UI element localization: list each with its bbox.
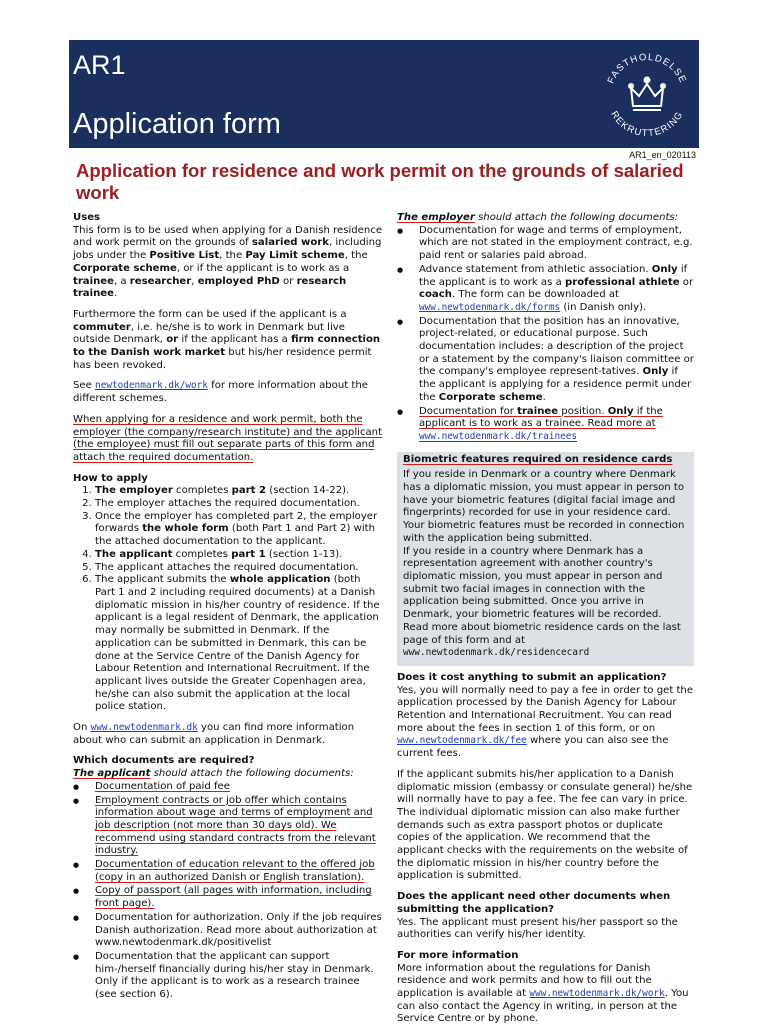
employer-docs-intro: The employer should attach the following documents: [397,212,679,223]
right-column [397,212,694,1034]
list-item: ● Documentation that the applicant can support him-/herself financially during his/her stay in Denmark. Only if the applicant is to work as a research trainee (see section 6). [95,951,383,1002]
residencecard-url: www.newtodenmark.dk/residencecard [403,647,590,659]
applicant-docs-list [73,781,383,1002]
see-paragraph: See newtodenmark.dk/work for more information about the different schemes. [73,380,368,405]
header-banner [69,40,699,148]
list-item: ● Documentation of paid fee [95,781,383,794]
list-item: ● Documentation for trainee position. Only if the applicant is to work as a trainee. Read more at www.newtodenmark.dk/trainees [419,406,694,444]
list-item: 3. Once the employer has completed part 2, the employer forwards the whole form (both Part 1 and Part 2) with the attached documentation to the applicant. [95,511,383,549]
left-column [73,212,383,1010]
biometric-info-box [397,452,694,666]
page-title: Application for residence and work permit on the grounds of salaried work [76,160,684,203]
forms-link[interactable]: www.newtodenmark.dk/forms [419,301,561,313]
newtodenmark-link[interactable]: www.newtodenmark.dk [90,722,198,734]
more-work-link[interactable]: www.newtodenmark.dk/work [529,988,665,1000]
list-item: ● Documentation for authorization. Only if the job requires Danish authorization. Read more about authorization at www.newtodenmark.dk/positivelist [95,912,383,950]
list-item: 1. The employer completes part 2 (section 14-22). [95,485,383,498]
fee-link[interactable]: www.newtodenmark.dk/fee [397,735,527,747]
list-item: 6. The applicant submits the whole application (both Part 1 and 2 including required documents) at a Danish diplomatic mission in his/her country of residence. If the applicant is a legal resident of Denmark, the application may normally be submitted in Denmark. If the application can be submitted in Denmark, this can be done at the Service Centre of the Danish Agency for Labour Retention and International Recruitment. If the applicant lives outside the Greater Copenhagen area, he/she can also submit the application at the local police station. [95,574,383,714]
how-to-apply-list [73,485,383,714]
trainees-link[interactable]: www.newtodenmark.dk/trainees [419,430,578,442]
cost-heading: Does it cost anything to submit an application? [397,671,667,683]
uses-heading: Uses [73,212,101,223]
list-item: ● Documentation that the position has an innovative, project-related, or educational purpose. Such documentation includes: a description of the project or a statement by the company's liaison committee or the company's employee represent-tatives. Only if the applicant is applying for a residence permit under the Corporate scheme. [419,316,694,405]
warning-paragraph: When applying for a residence and work permit, both the employer (the company/research institute) and the applicant (the employee) must fill out separate parts of this form and attach the required documentation. [73,413,383,463]
uses-paragraph: This form is to be used when applying for a Danish residence and work permit on the grounds of salaried work, including jobs under the Positive List, the Pay Limit scheme, the Corporate scheme, or if the applicant is to work as a trainee, a researcher, employed PhD or research trainee. [73,224,383,300]
more-info-heading: For more information [397,949,519,961]
list-item: ● Copy of passport (all pages with information, including front page). [95,885,383,910]
list-item: 5. The applicant attaches the required documentation. [95,562,383,575]
furthermore-paragraph: Furthermore the form can be used if the applicant is a commuter, i.e. he/she is to work in Denmark but live outside Denmark, or if the applicant has a firm connection to the Danish work market but his/her residence permit has been revoked. [73,308,381,371]
crown-icon [629,78,665,111]
list-item: ● Employment contracts or job offer which contains information about wage and terms of employment and job description (not more than 30 days old). We recommend using standard contracts from the relevant industry. [95,795,383,859]
list-item: ● Documentation for wage and terms of employment, which are not stated in the employment contract, e.g. paid rent or salaries paid abroad. [419,225,694,263]
biometric-text-2: If you reside in a country where Denmark has a representation agreement with another country's diplomatic mission, you must appear in person and submit two facial images in connection with the application being submitted. Once you arrive in Denmark, your biometric features will be recorded. Read more about biometric residence cards on the last page of this form and at www.newtodenmark.dk/residencecard [403,545,681,659]
list-item: ● Documentation of education relevant to the offered job (copy in an authorized Danish or English translation). [95,859,383,884]
on-paragraph: On www.newtodenmark.dk you can find more information about who can submit an application in Denmark. [73,722,355,746]
biometric-text-1: If you reside in Denmark or a country where Denmark has a diplomatic mission, you must appear in person to have your biometric features (digital facial image and fingerprints) recorded for use in your residence card. Your biometric features must be recorded in connection with the application being submitted. [403,469,685,544]
how-to-apply-heading: How to apply [73,472,148,484]
svg-text:REKRUTTERING: REKRUTTERING [608,109,686,140]
form-code: AR1 [73,50,126,80]
cost-paragraph-1: Yes, you will normally need to pay a fee in order to get the application processed by the Danish Agency for Labour Retention and International Recruitment. You can read more about the fees in section 1 of this form, or on www.newtodenmark.dk/fee where you can also see the current fees. [397,684,694,760]
other-documents-heading: Does the applicant need other documents when submitting the application? [397,891,671,915]
more-info-text: More information about the regulations for Danish residence and work permits and how to fill out the application is available at www.newtodenmark.dk/work. You can also contact the Agency in writing, in person at the Service Centre or by phone. [397,962,689,1025]
svg-text:FASTHOLDELSE: FASTHOLDELSE [605,51,689,86]
work-link[interactable]: newtodenmark.dk/work [95,380,208,392]
other-documents-text: Yes. The applicant must present his/her passport so the authorities can verify his/her identity. [397,916,678,941]
which-documents-heading: Which documents are required? [73,755,255,767]
list-item: 4. The applicant completes part 1 (section 1-13). [95,549,383,562]
list-item: ● Advance statement from athletic association. Only if the applicant is to work as a professional athlete or coach. The form can be downloaded at www.newtodenmark.dk/forms (in Danish only). [419,264,694,315]
cost-paragraph-2: If the applicant submits his/her application to a Danish diplomatic mission (embassy or consulate general) he/she will normally have to pay a fee. The fee can vary in price. The individual diplomatic mission can also make further demands such as extra passport photos or duplicate copies of the application. We recommend that the applicant checks with the requirements on the website of the diplomatic mission in his/her country before the application is submitted. [397,768,693,882]
employer-docs-list [397,225,694,444]
form-type-title: Application form [73,108,281,140]
applicant-docs-intro: The applicant should attach the following documents: [73,768,354,780]
fastholdelse-rekruttering-logo [597,44,697,144]
list-item: 2. The employer attaches the required documentation. [95,498,383,511]
document-reference: AR1_en_020113 [629,150,696,160]
biometric-heading: Biometric features required on residence cards [403,453,673,465]
